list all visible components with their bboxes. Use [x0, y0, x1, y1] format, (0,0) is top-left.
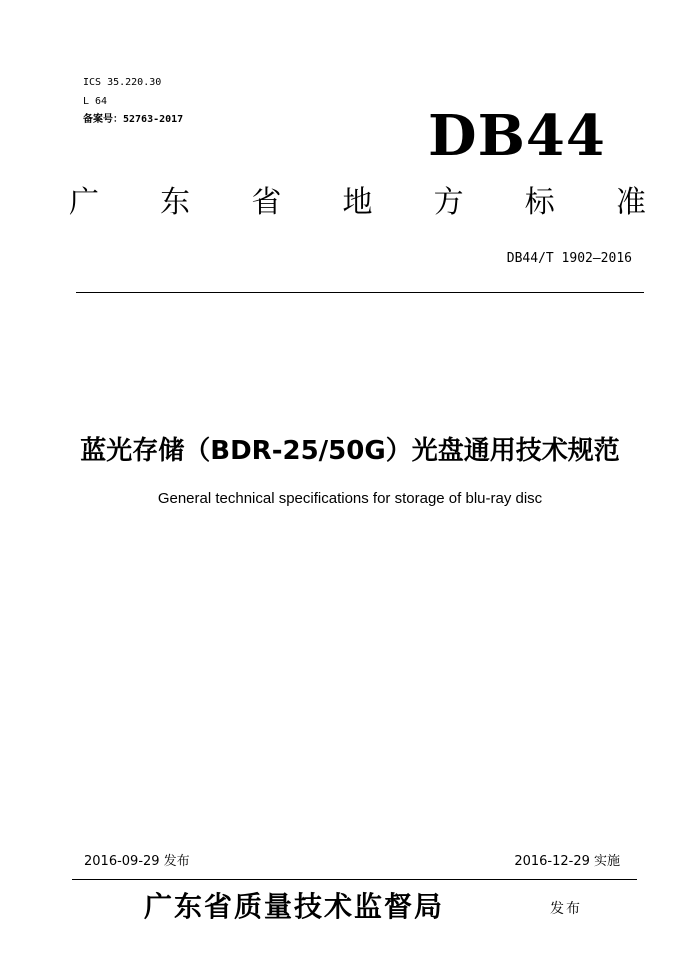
standard-type-char: 东 [160, 185, 191, 220]
standard-type-char: 地 [342, 185, 373, 220]
implementation-date: 2016-12-29 实施 [514, 854, 620, 869]
release-date: 2016-09-29 发布 [84, 854, 190, 869]
document-title-english: General technical specifications for storage of blu-ray disc [157, 490, 543, 507]
issued-label: 发布 [550, 901, 582, 917]
standard-type-char: 省 [251, 185, 282, 220]
db-code: DB44 [428, 103, 606, 169]
standard-type [65, 184, 650, 222]
document-title-chinese: 蓝光存储（BDR-25/50G）光盘通用技术规范 [80, 436, 620, 466]
ics-code: ICS 35.220.30 [83, 77, 162, 88]
standard-type-char: 准 [615, 185, 646, 220]
top-divider [76, 292, 644, 293]
filing-number: 备案号：52763-2017 [83, 114, 184, 125]
standard-number: DB44/T 1902—2016 [506, 251, 632, 266]
issuing-authority: 广东省质量技术监督局 [144, 890, 445, 923]
clc-code: L 64 [83, 96, 108, 107]
standard-type-char: 标 [524, 185, 555, 220]
bottom-divider [72, 879, 637, 880]
standard-type-char: 广 [69, 185, 99, 220]
standard-type-char: 方 [433, 185, 464, 220]
